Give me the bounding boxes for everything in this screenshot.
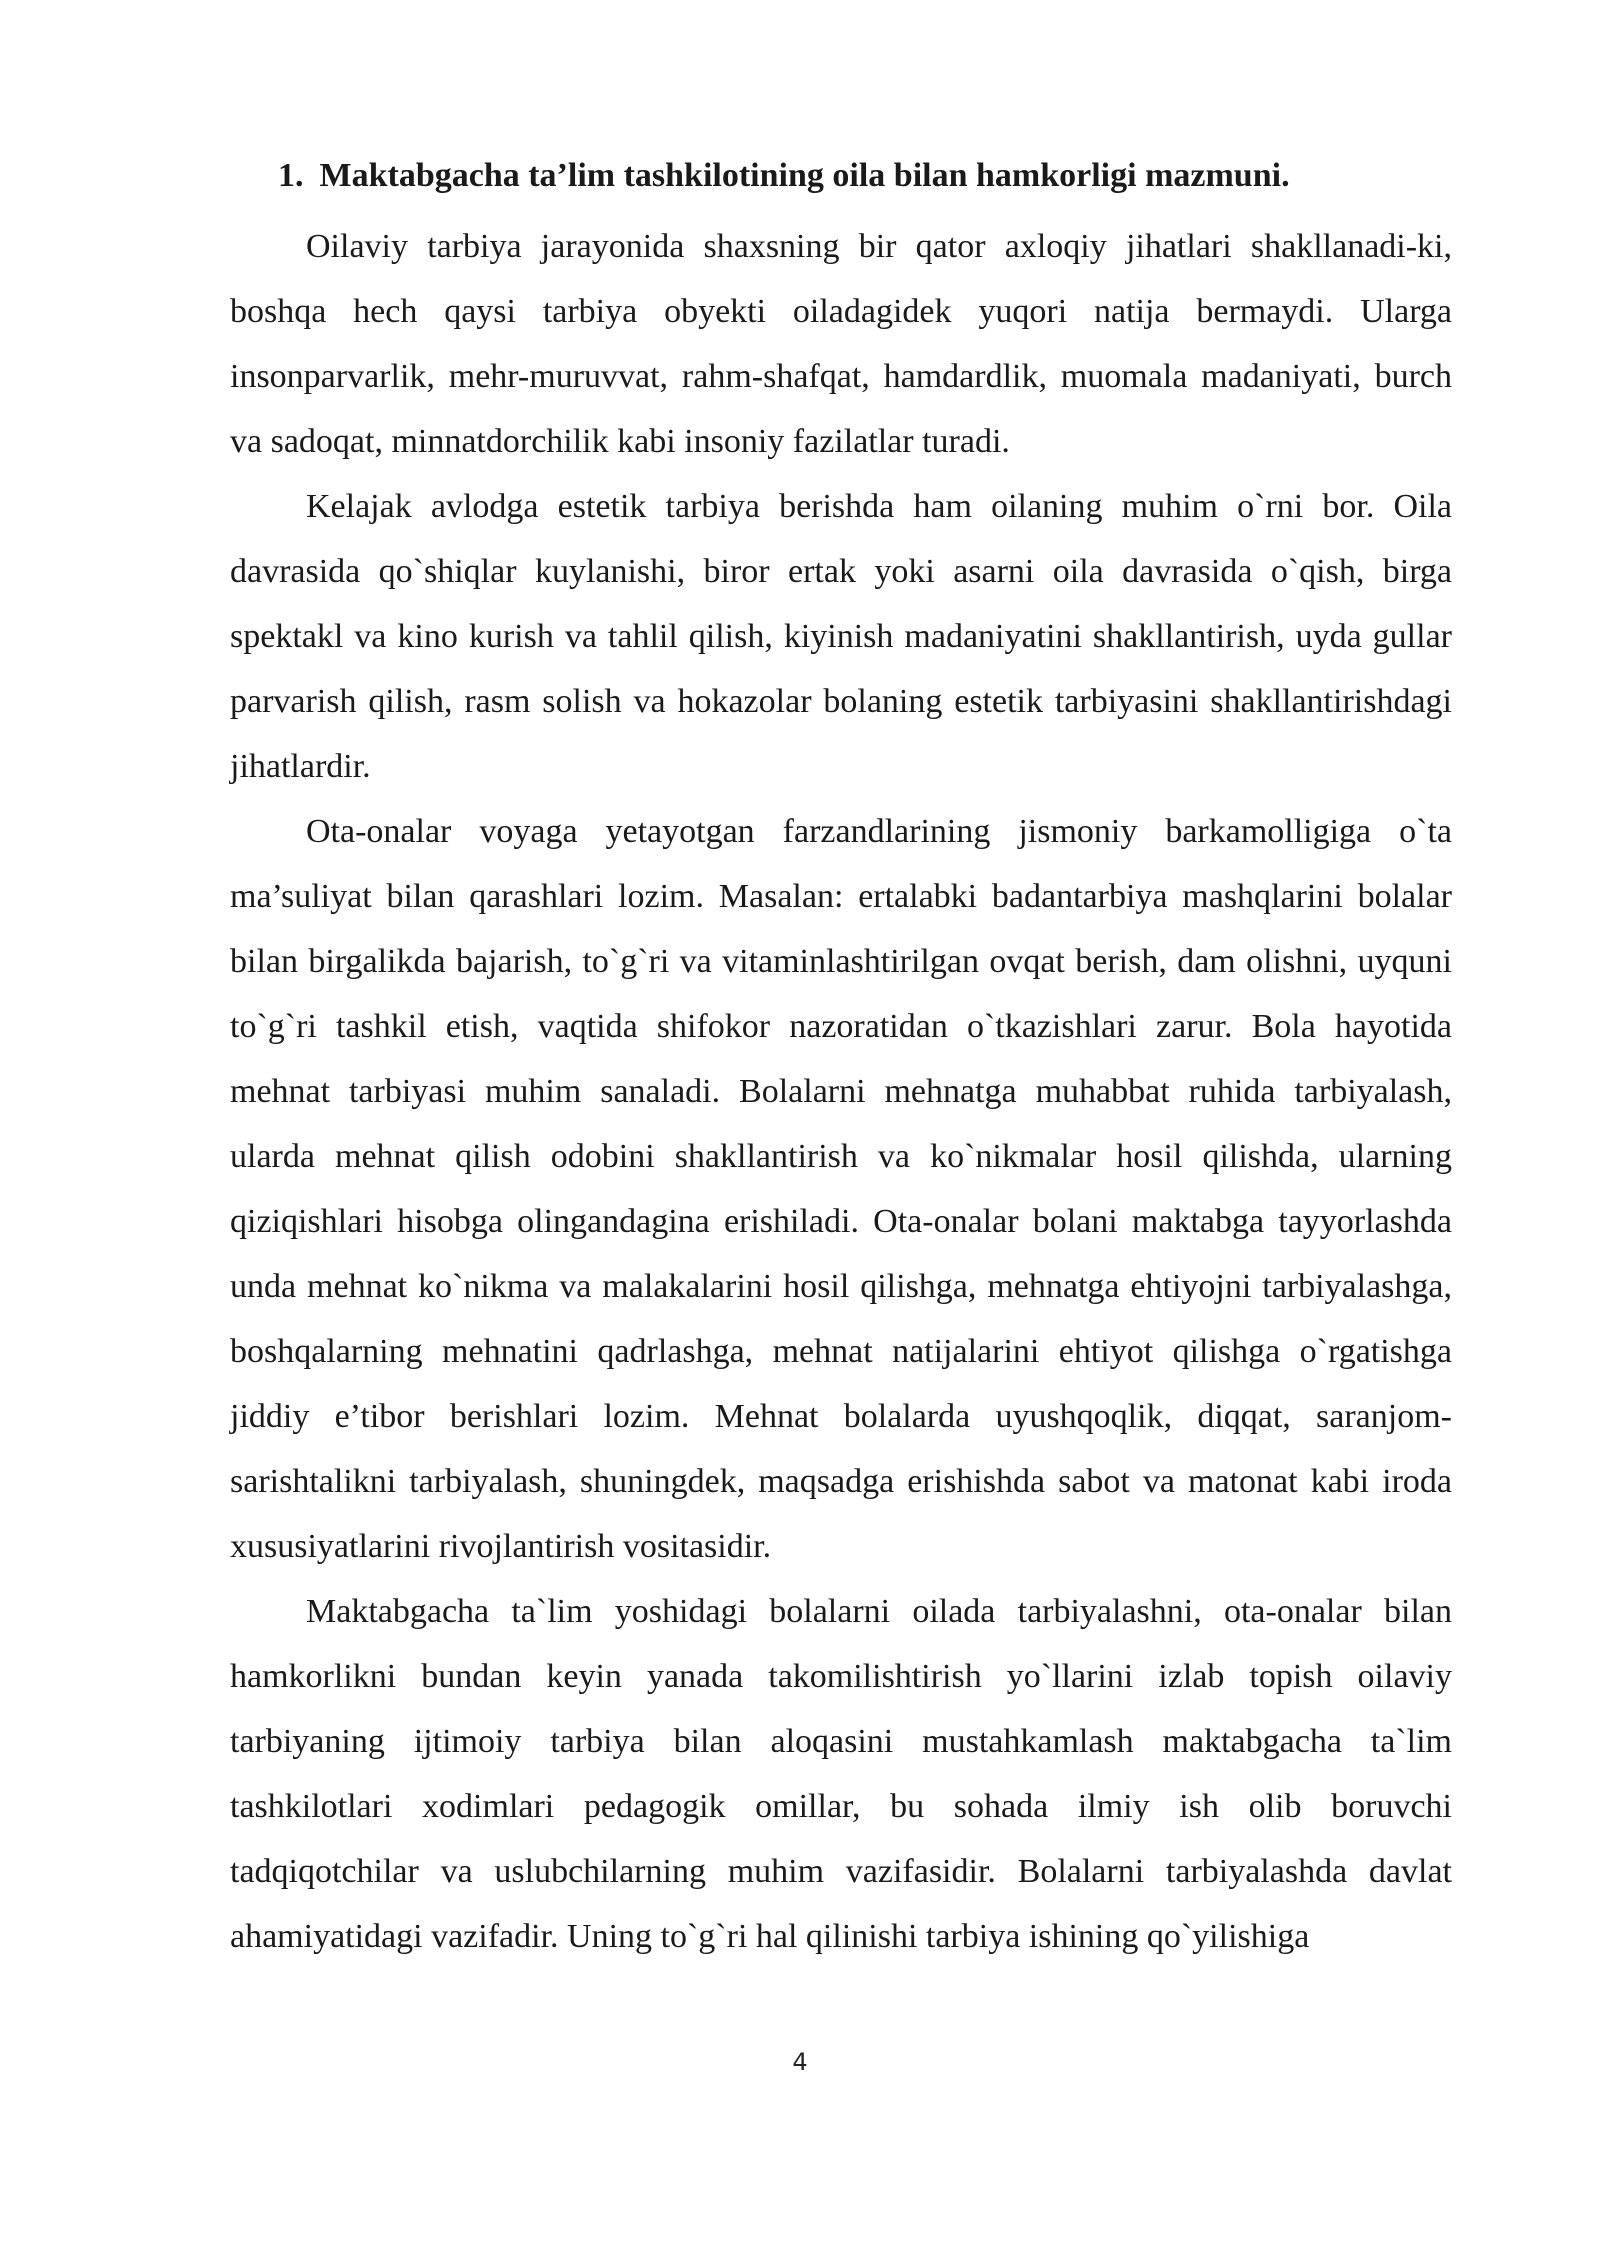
paragraph-moral-education: Oilaviy tarbiya jarayonida shaxsning bir qator axloqiy jihatlari shakllanadi-ki, boshqa hech qaysi tarbiya obyekti oiladagidek yuqori natija bermaydi. Ularga insonparvarlik, mehr-muruvvat, rahm-shafqat, hamdardlik, muomala madaniyati, burch va sadoqat, minnatdorchilik kabi insoniy fazilatlar turadi. (230, 228, 1452, 460)
document-page (230, 150, 1452, 1969)
section-title: Maktabgacha ta’lim tashkilotining oila bilan hamkorligi mazmuni. (319, 157, 1290, 194)
paragraph-family-cooperation: Maktabgacha ta`lim yoshidagi bolalarni oilada tarbiyalashni, ota-onalar bilan hamkorlikni bundan keyin yanada takomilishtirish yo`llarini izlab topish oilaviy tarbiyaning ijtimoiy tarbiya bilan aloqasini mustahkamlash maktabgacha ta`lim tashkilotlari xodimlari pedagogik omillar, bu sohada ilmiy ish olib boruvchi tadqiqotchilar va uslubchilarning muhim vazifasidir. Bolalarni tarbiyalashda davlat ahamiyatidagi vazifadir. Uning to`g`ri hal qilinishi tarbiya ishining qo`yilishiga (230, 1593, 1452, 1955)
paragraph-aesthetic-education: Kelajak avlodga estetik tarbiya berishda ham oilaning muhim o`rni bor. Oila davrasida qo`shiqlar kuylanishi, biror ertak yoki asarni oila davrasida o`qish, birga spektakl va kino kurish va tahlil qilish, kiyinish madaniyatini shakllantirish, uyda gullar parvarish qilish, rasm solish va hokazolar bolaning estetik tarbiyasini shakllantirishdagi jihatlardir. (230, 488, 1452, 785)
section-heading (230, 150, 1452, 202)
section-number: 1. (278, 157, 304, 194)
paragraph-physical-labor-education: Ota-onalar voyaga yetayotgan farzandlarining jismoniy barkamolligiga o`ta ma’suliyat bilan qarashlari lozim. Masalan: ertalabki badantarbiya mashqlarini bolalar bilan birgalikda bajarish, to`g`ri va vitaminlashtirilgan ovqat berish, dam olishni, uyquni to`g`ri tashkil etish, vaqtida shifokor nazoratidan o`tkazishlari zarur. Bola hayotida mehnat tarbiyasi muhim sanaladi. Bolalarni mehnatga muhabbat ruhida tarbiyalash, ularda mehnat qilish odobini shakllantirish va ko`nikmalar hosil qilishda, ularning qiziqishlari hisobga olingandagina erishiladi. Ota-onalar bolani maktabga tayyorlashda unda mehnat ko`nikma va malakalarini hosil qilishga, mehnatga ehtiyojni tarbiyalashga, boshqalarning mehnatini qadrlashga, mehnat natijalarini ehtiyot qilishga o`rgatishga jiddiy e’tibor berishlari lozim. Mehnat bolalarda uyushqoqlik, diqqat, saranjom-sarishtalikni tarbiyalash, shuningdek, maqsadga erishishda sabot va matonat kabi iroda xususiyatlarini rivojlantirish vositasidir. (230, 813, 1452, 1565)
page-number: 4 (792, 2048, 808, 2076)
